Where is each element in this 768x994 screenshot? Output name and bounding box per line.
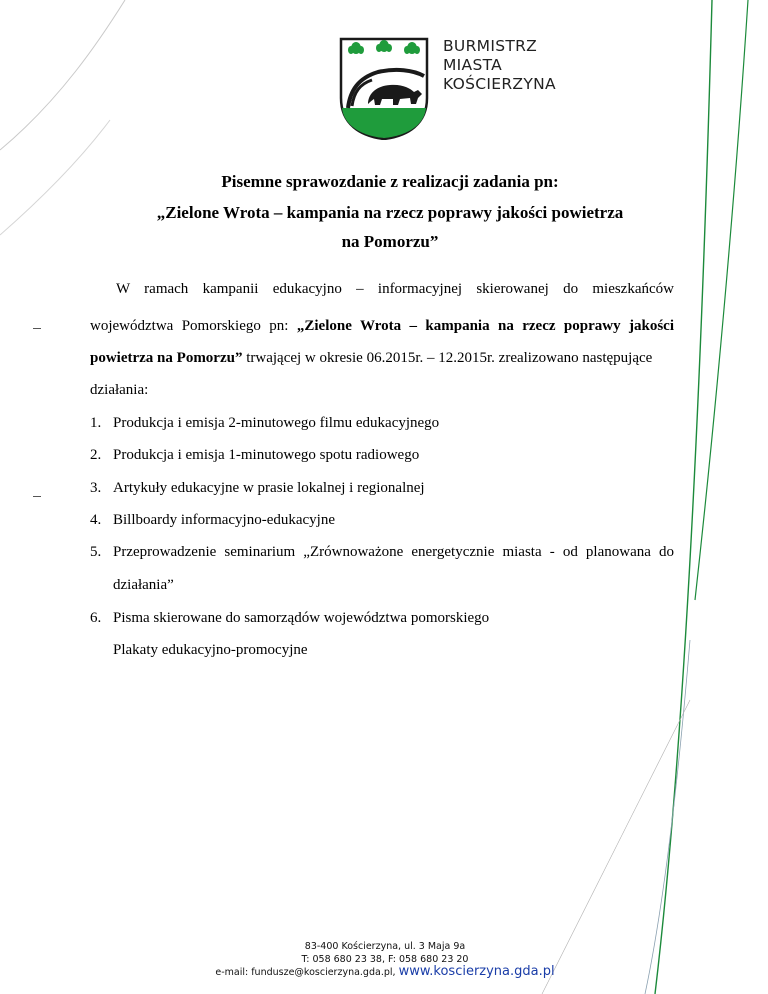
intro-text: województwa Pomorskiego pn: [90, 318, 297, 334]
list-number: 1. [90, 415, 102, 431]
intro-line: W ramach kampanii edukacyjno – informacyjnej skierowanej do mieszkańców [116, 281, 674, 297]
list-item-continuation: działania” [113, 577, 174, 593]
document-title-line: „Zielone Wrota – kampania na rzecz poprawy jakości powietrza [156, 203, 624, 222]
list-text: Produkcja i emisja 1-minutowego spotu radiowego [113, 447, 420, 463]
list-number: 4. [90, 512, 102, 528]
list-text: Pisma skierowane do samorządów województwa pomorskiego [113, 610, 490, 626]
list-number: 6. [90, 610, 102, 626]
list-text: Produkcja i emisja 2-minutowego filmu edukacyjnego [113, 415, 440, 431]
campaign-name: powietrza na Pomorzu” [90, 350, 243, 366]
list-text: Billboardy informacyjno-edukacyjne [113, 512, 336, 528]
footer-contact [150, 966, 620, 979]
list-number: 3. [90, 480, 102, 496]
org-name [443, 37, 556, 94]
footer-website-link[interactable]: www.koscierzyna.gda.pl [398, 964, 555, 979]
document-title-line: na Pomorzu” [341, 232, 439, 251]
list-text: Artykuły edukacyjne w prasie lokalnej i regionalnej [113, 480, 425, 496]
document-title-line: Pisemne sprawozdanie z realizacji zadania pn: [221, 172, 559, 191]
footer-phones: T: 058 680 23 38, F: 058 680 23 20 [301, 954, 469, 965]
intro-line [90, 349, 652, 367]
list-text: Przeprowadzenie seminarium „Zrównoważone energetycznie miasta - od planowana do [113, 544, 674, 560]
list-number: 5. [90, 544, 102, 560]
intro-line [90, 317, 674, 335]
intro-line: działania: [90, 382, 149, 398]
org-name-line: MIASTA [443, 56, 503, 74]
intro-text: trwającej w okresie 06.2015r. – 12.2015r. zrealizowano następujące [242, 350, 653, 366]
footer-email: e-mail: fundusze@koscierzyna.gda.pl, [215, 967, 396, 978]
org-name-line: KOŚCIERZYNA [443, 75, 556, 93]
org-name-line: BURMISTRZ [443, 37, 538, 55]
footer-address: 83-400 Kościerzyna, ul. 3 Maja 9a [304, 941, 466, 952]
list-number: 2. [90, 447, 102, 463]
margin-mark [33, 496, 41, 497]
extra-line: Plakaty edukacyjno-promocyjne [113, 642, 308, 658]
margin-mark [33, 328, 41, 329]
campaign-name: „Zielone Wrota – kampania na rzecz poprawy jakości [296, 318, 675, 334]
crest-bear-oak-icon [338, 36, 430, 140]
